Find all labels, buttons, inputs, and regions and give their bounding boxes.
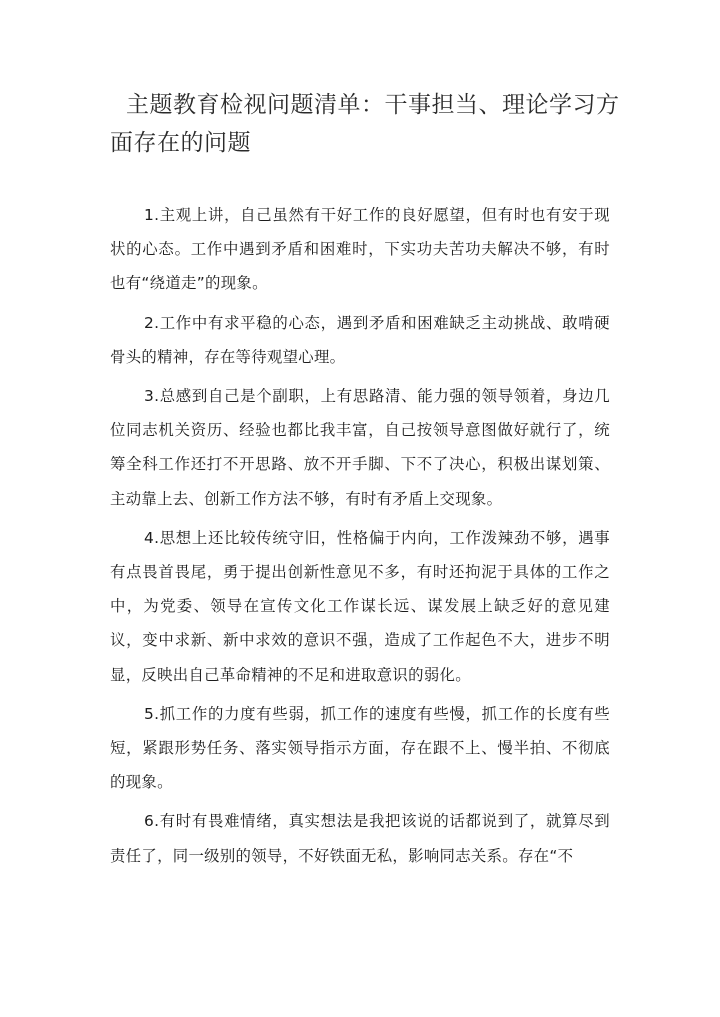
- paragraph-4: 4.思想上还比较传统守旧，性格偏于内向，工作泼辣劲不够，遇事有点畏首畏尾，勇于提出创新性意见不多，有时还拘泥于具体的工作之中，为党委、领导在宣传文化工作谋长远、谋发展上缺乏好的意见建议，变中求新、新中求效的意识不强，造成了工作起色不大，进步不明显，反映出自己革命精神的不足和进取意识的弱化。: [110, 528, 610, 684]
- paragraph-1: 1.主观上讲，自己虽然有干好工作的良好愿望，但有时也有安于现状的心态。工作中遇到矛盾和困难时，下实功夫苦功夫解决不够，有时也有“绕道走”的现象。: [110, 206, 610, 293]
- document-title: 主题教育检视问题清单：干事担当、理论学习方面存在的问题: [110, 92, 620, 156]
- document-body: [110, 198, 610, 878]
- paragraph-3: 3.总感到自己是个副职，上有思路清、能力强的领导领着，身边几位同志机关资历、经验也都比我丰富，自己按领导意图做好就行了，统筹全科工作还打不开思路、放不开手脚、下不了决心，积极出谋划策、主动靠上去、创新工作方法不够，有时有矛盾上交现象。: [110, 387, 610, 508]
- paragraph-2: 2.工作中有求平稳的心态，遇到矛盾和困难缺乏主动挑战、敢啃硬骨头的精神，存在等待观望心理。: [110, 313, 610, 366]
- paragraph-5: 5.抓工作的力度有些弱，抓工作的速度有些慢，抓工作的长度有些短，紧跟形势任务、落实领导指示方面，存在跟不上、慢半拍、不彻底的现象。: [110, 704, 610, 792]
- paragraph-6: 6.有时有畏难情绪，真实想法是我把该说的话都说到了，就算尽到责任了，同一级别的领导，不好铁面无私，影响同志关系。存在“不: [110, 812, 610, 865]
